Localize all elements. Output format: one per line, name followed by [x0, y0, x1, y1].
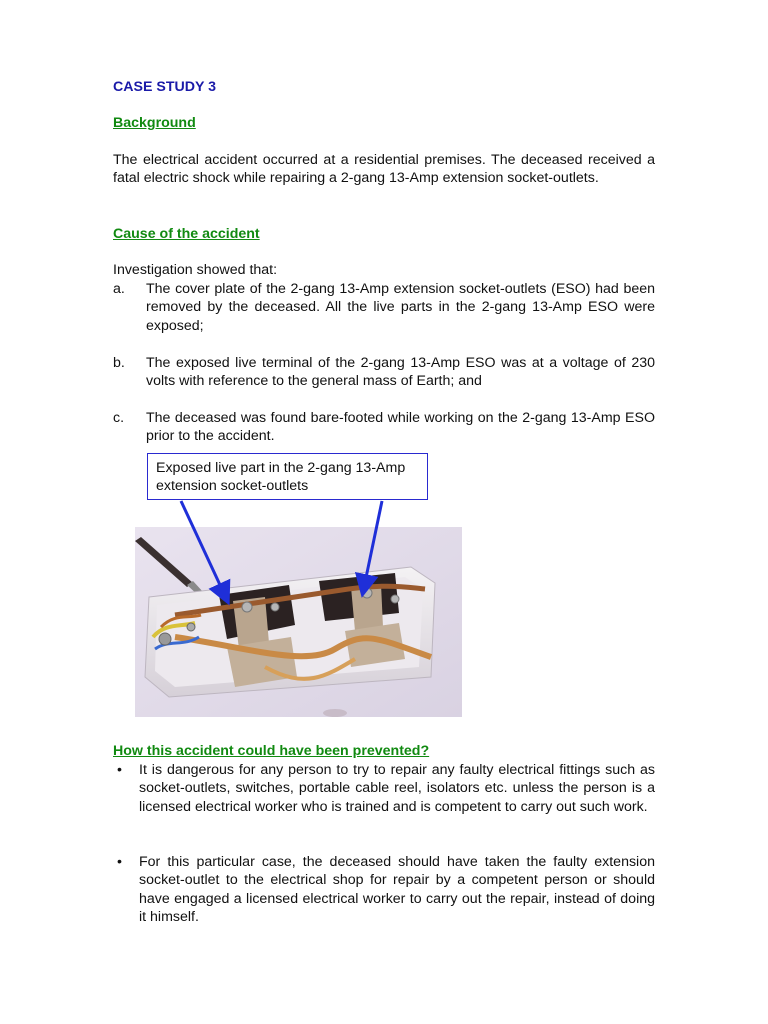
- bullet-marker: •: [117, 762, 122, 778]
- investigation-intro: Investigation showed that:: [113, 262, 278, 278]
- finding-marker: a.: [113, 281, 125, 297]
- background-heading: Background: [113, 115, 196, 131]
- bullet-text: For this particular case, the deceased should have taken the faulty extension socket-outlet to the electrical shop for repair by a competent person or should have engaged a licensed electrical worker to carry out the repair, instead of doing it himself.: [139, 854, 655, 925]
- finding-item: [113, 280, 655, 335]
- finding-marker: c.: [113, 410, 125, 426]
- finding-text: The cover plate of the 2-gang 13-Amp extension socket-outlets (ESO) had been removed by the deceased. All the live parts in the 2-gang 13-Amp ESO were exposed;: [146, 281, 655, 334]
- prevention-bullet: [113, 761, 655, 816]
- background-paragraph: The electrical accident occurred at a residential premises. The deceased received a fatal electric shock while repairing a 2-gang 13-Amp extension socket-outlets.: [113, 152, 655, 187]
- finding-text: The deceased was found bare-footed while working on the 2-gang 13-Amp ESO prior to the accident.: [146, 410, 655, 445]
- bullet-text: It is dangerous for any person to try to repair any faulty electrical fittings such as socket-outlets, switches, portable cable reel, isolators etc. unless the person is a licensed electrical worker who is trained and is competent to carry out such work.: [139, 762, 655, 815]
- figure-callout-box: Exposed live part in the 2-gang 13-Amp extension socket-outlets: [147, 453, 428, 500]
- socket-outlet-photo: [135, 527, 462, 717]
- finding-marker: b.: [113, 355, 125, 371]
- prevention-bullet: [113, 853, 655, 926]
- finding-item: [113, 409, 655, 446]
- cause-heading: Cause of the accident: [113, 226, 260, 242]
- prevention-heading: How this accident could have been prevented?: [113, 743, 430, 759]
- finding-text: The exposed live terminal of the 2-gang 13-Amp ESO was at a voltage of 230 volts with reference to the general mass of Earth; and: [146, 355, 655, 390]
- case-study-title: CASE STUDY 3: [113, 79, 217, 95]
- bullet-marker: •: [117, 854, 122, 870]
- finding-item: [113, 354, 655, 391]
